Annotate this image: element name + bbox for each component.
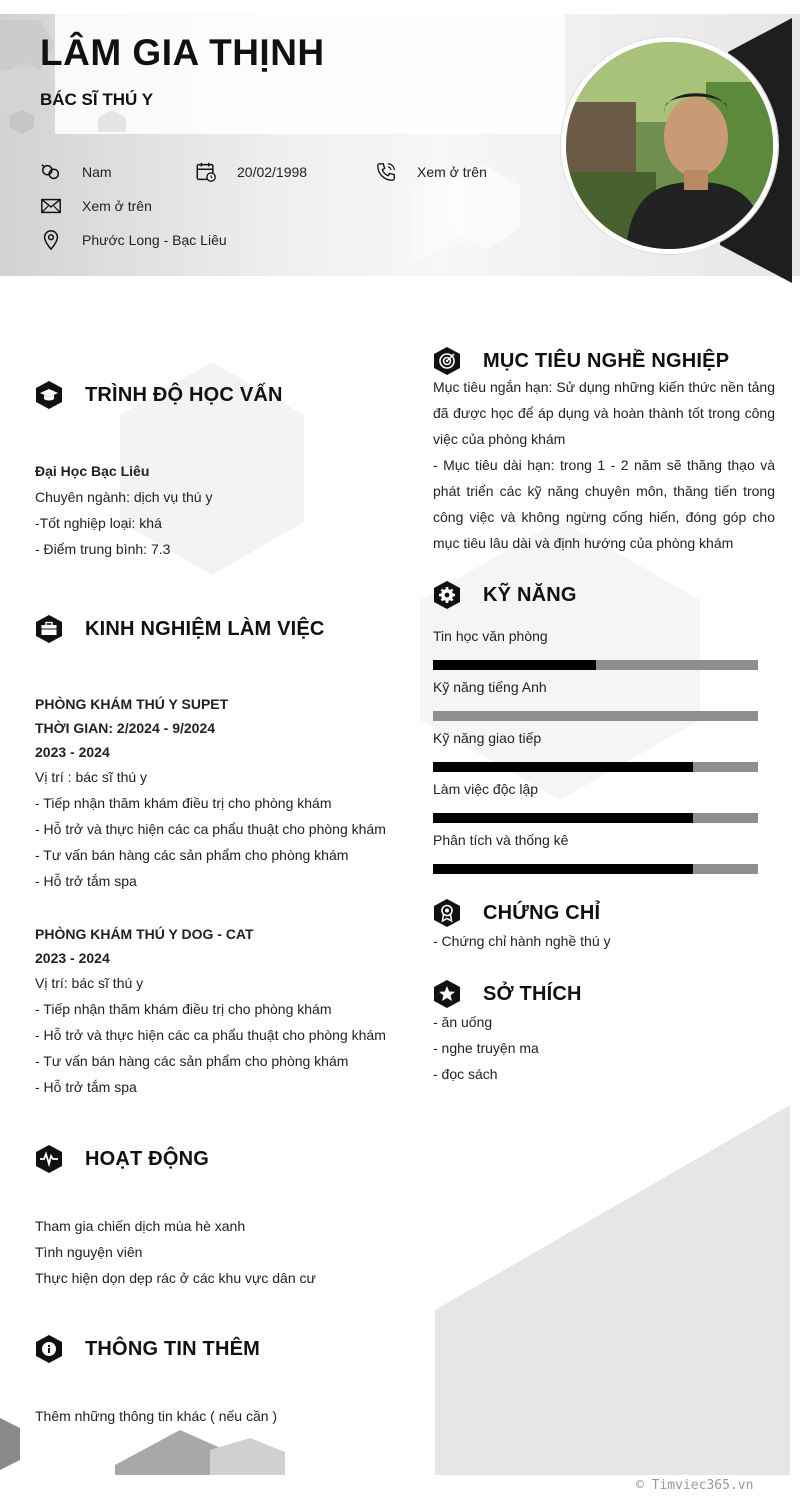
briefcase-icon [35,614,63,644]
company-name: PHÒNG KHÁM THÚ Y SUPET [35,696,229,712]
activities-title: HOẠT ĐỘNG [85,1147,210,1170]
activities-content [35,1213,316,1291]
school-name: Đại Học Bạc Liêu [35,463,150,479]
skill-bar [433,762,758,772]
job-detail: - Tiếp nhận thăm khám điều trị cho phòng khám [35,795,332,811]
job-years: 2023 - 2024 [35,744,110,760]
activity-item: Tình nguyện viên [35,1244,143,1260]
education-heading [35,380,283,410]
activity-item: Thực hiện dọn dẹp rác ở các khu vực dân cư [35,1270,316,1286]
activity-item: Tham gia chiến dịch mùa hè xanh [35,1218,246,1234]
hobby-item: - nghe truyện ma [433,1040,539,1056]
hobby-item: - đọc sách [433,1066,498,1082]
objective-title: MỤC TIÊU NGHỀ NGHIỆP [483,349,730,372]
phone-item [375,161,487,183]
pulse-icon [35,1144,63,1174]
certificate-item: - Chứng chỉ hành nghề thú y [433,933,611,949]
objective-text [433,374,775,556]
education-content [35,458,212,562]
hobbies-heading [433,979,582,1009]
target-icon [433,346,461,376]
hobby-item: - ăn uống [433,1014,493,1030]
award-icon [433,898,461,928]
email-item [40,195,152,217]
address-item [40,229,227,251]
gender-item [40,161,112,183]
avatar [561,37,778,254]
objective-heading [433,346,729,376]
skill-label: Phân tích và thống kê [433,832,569,848]
experience-heading [35,614,325,644]
more-info-title: THÔNG TIN THÊM [85,1337,261,1360]
experience-job-1 [35,692,228,764]
job-title: BÁC SĨ THÚ Y [40,90,154,109]
certificates-heading [433,898,600,928]
address-value: Phước Long - Bạc Liêu [82,232,227,248]
gender-value: Nam [82,164,112,180]
skill-bar [433,711,758,721]
email-value: Xem ở trên [82,198,152,214]
skill-label: Kỹ năng giao tiếp [433,730,542,746]
info-icon [35,1334,63,1364]
experience-title: KINH NGHIỆM LÀM VIỆC [85,617,325,640]
education-title: TRÌNH ĐỘ HỌC VẤN [85,383,283,406]
skill-item [433,628,758,670]
job-detail: - Tư vấn bán hàng các sản phẩm cho phòng khám [35,1053,349,1069]
location-pin-icon [40,229,62,251]
phone-value: Xem ở trên [417,164,487,180]
certificates-content [433,928,611,954]
education-line: Chuyên ngành: dịch vụ thú y [35,489,213,505]
more-info-content [35,1403,277,1429]
skill-item [433,679,758,721]
company-name: PHÒNG KHÁM THÚ Y DOG - CAT [35,926,254,942]
hobbies-content [433,1009,539,1087]
job-detail: - Hỗ trở và thực hiện các ca phẩu thuật cho phòng khám [35,1027,386,1043]
skill-bar-fill [433,813,693,823]
job-detail: - Tiếp nhận thăm khám điều trị cho phòng khám [35,1001,332,1017]
skill-bar-fill [433,660,596,670]
person-photo-icon [566,42,773,249]
certificates-title: CHỨNG CHỈ [483,901,601,924]
job-years: 2023 - 2024 [35,950,110,966]
skill-bar [433,813,758,823]
job-detail: Vị trí: bác sĩ thú y [35,975,144,991]
skill-bar-fill [433,864,693,874]
skill-bar-fill [433,762,693,772]
job-detail: - Tư vấn bán hàng các sản phẩm cho phòng khám [35,847,349,863]
skill-label: Tin học văn phòng [433,628,548,644]
experience-job-2-details [35,970,386,1100]
dob-item [195,161,307,183]
experience-job-1-details [35,764,386,894]
job-detail: - Hỗ trở tắm spa [35,873,137,889]
watermark: © Timviec365.vn [636,1478,754,1493]
hobbies-title: SỞ THÍCH [483,982,582,1005]
skill-item [433,730,758,772]
more-info-heading [35,1334,260,1364]
activities-heading [35,1144,209,1174]
education-line: -Tốt nghiệp loại: khá [35,515,162,531]
skill-label: Làm việc độc lập [433,781,539,797]
dob-value: 20/02/1998 [237,164,308,180]
job-detail: Vị trí : bác sĩ thú y [35,769,148,785]
gender-icon [40,161,62,183]
skill-label: Kỹ năng tiếng Anh [433,679,547,695]
skill-item [433,781,758,823]
objective-long-term: - Mục tiêu dài hạn: trong 1 - 2 năm sẽ thăng thạo và phát triển các kỹ năng chuyên môn, thăng tiến trong công việc và không ngừng cống hiến, đóng góp cho mục tiêu lâu dài và định hướng của phòng khám [433,457,775,551]
objective-short-term: Mục tiêu ngắn hạn: Sử dụng những kiến thức nền tảng đã được học để áp dụng và hoàn thành tốt trong công việc của phòng khám [433,379,775,447]
skills-heading [433,580,577,610]
skill-item [433,832,758,874]
job-detail: - Hỗ trở tắm spa [35,1079,137,1095]
more-info-line: Thêm những thông tin khác ( nếu cần ) [35,1408,278,1424]
skill-bar [433,660,758,670]
job-time: THỜI GIAN: 2/2024 - 9/2024 [35,720,216,736]
gear-icon [433,580,461,610]
experience-job-2 [35,922,254,970]
star-icon [433,979,461,1009]
envelope-icon [40,195,62,217]
phone-icon [375,161,397,183]
candidate-name: LÂM GIA THỊNH [40,32,325,73]
graduation-cap-icon [35,380,63,410]
calendar-icon [195,161,217,183]
skills-title: KỸ NĂNG [483,583,577,606]
education-line: - Điểm trung bình: 7.3 [35,541,171,557]
job-detail: - Hỗ trở và thực hiện các ca phẩu thuật cho phòng khám [35,821,386,837]
skill-bar [433,864,758,874]
